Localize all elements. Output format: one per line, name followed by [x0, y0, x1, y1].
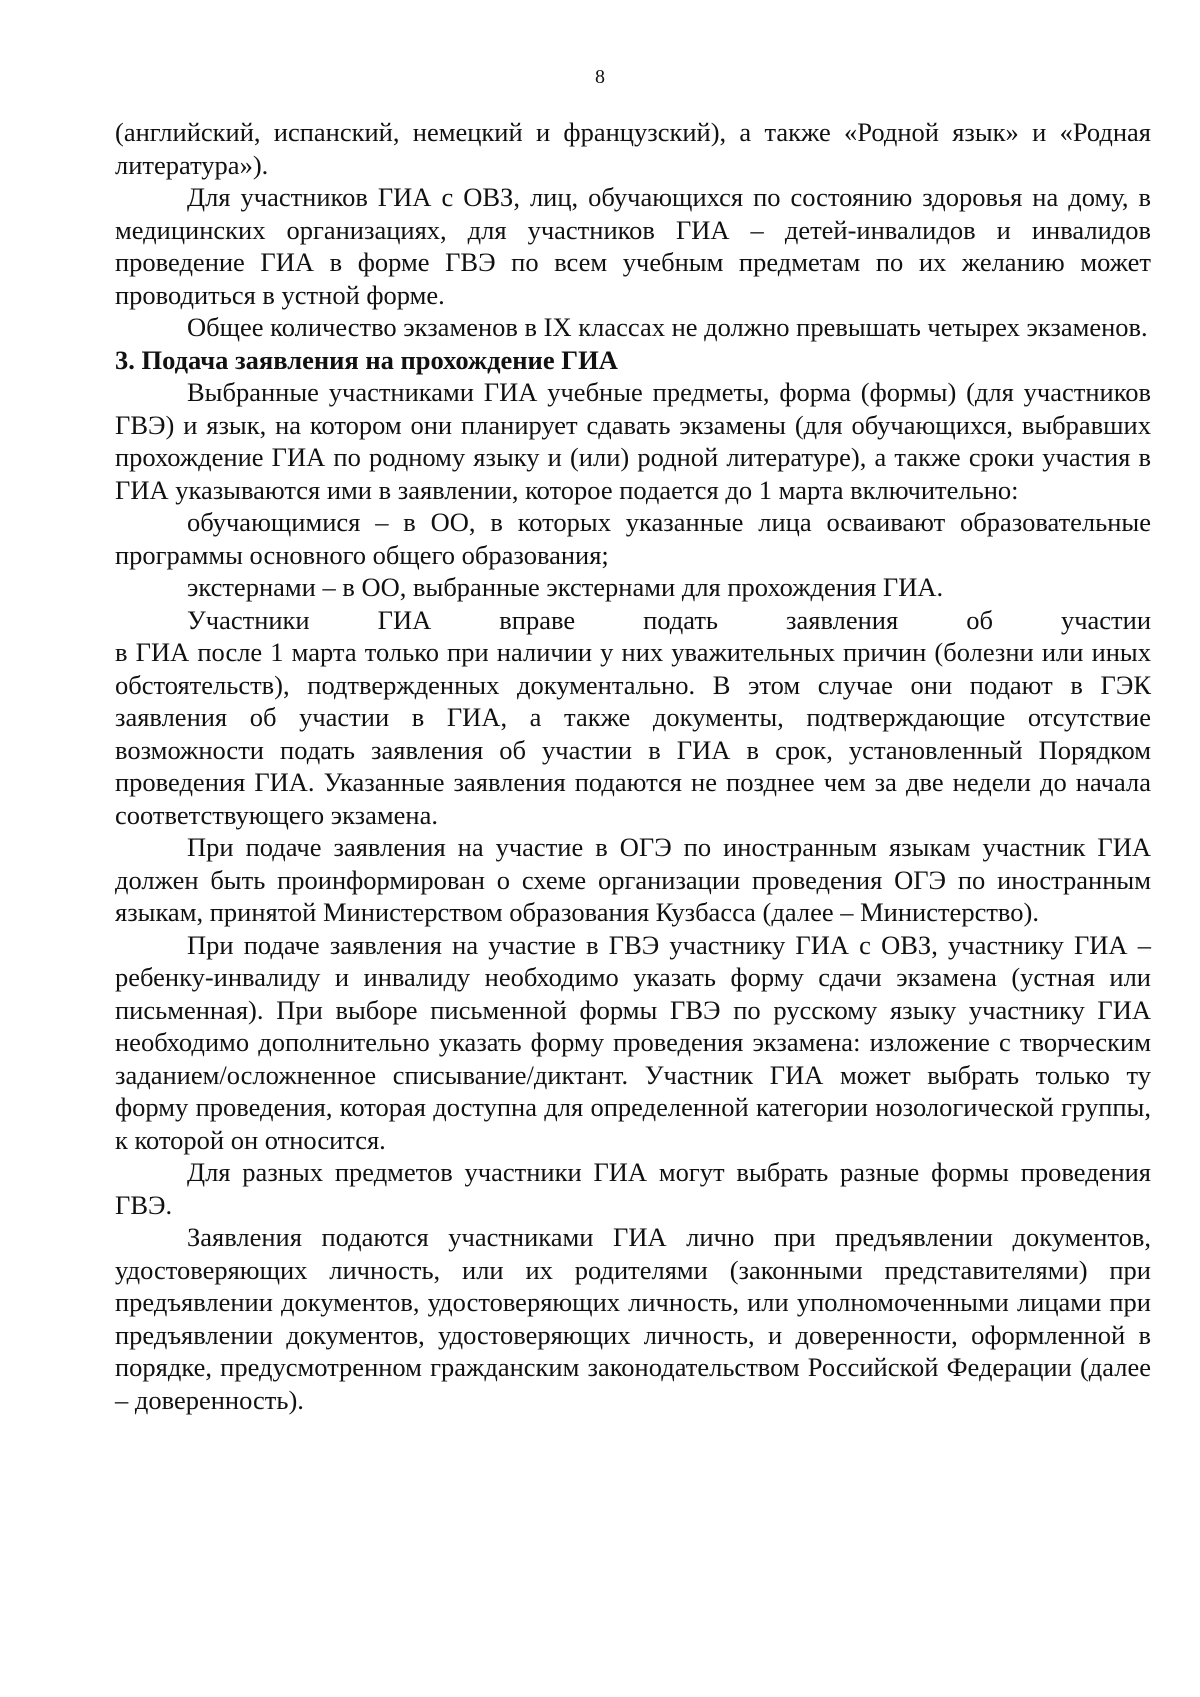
paragraph-externals-submit: экстернами – в ОО, выбранные экстернами для прохождения ГИА. — [187, 572, 944, 602]
paragraph-exam-count: Общее количество экзаменов в IX классах не должно превышать четырех экзаменов. — [187, 312, 1148, 342]
paragraph-late-application: в ГИА после 1 марта только при наличии у них уважительных причин (болезни или иных обстоятельств), подтвержденных документально. В этом случае они подают в ГЭК заявления об участии в ГИА, а также документы, подтверждающие отсутствие возможности подать заявления об участии в ГИА в срок, установленный Порядком проведения ГИА. Указанные заявления подаются не позднее чем за две недели до начала соответствующего экзамена. — [115, 637, 1151, 830]
paragraph-different-forms: Для разных предметов участники ГИА могут выбрать разные формы проведения ГВЭ. — [115, 1157, 1151, 1220]
paragraph-submission-method: Заявления подаются участниками ГИА лично при предъявлении документов, удостоверяющих личность, или их родителями (законными представителями) при предъявлении документов, удостоверяющих личность, или уполномоченными лицами при предъявлении документов, удостоверяющих личность, и доверенности, оформленной в порядке, предусмотренном гражданским законодательством Российской Федерации (далее – доверенность). — [115, 1222, 1151, 1415]
paragraph-application-deadline: Выбранные участниками ГИА учебные предметы, форма (формы) (для участников ГВЭ) и язык, на котором они планирует сдавать экзамены (для обучающихся, выбравших прохождение ГИА по родному языку и (или) родной литературе), а также сроки участия в ГИА указываются ими в заявлении, которое подается до 1 марта включительно: — [115, 377, 1151, 505]
paragraph-oral-form: Для участников ГИА с ОВЗ, лиц, обучающихся по состоянию здоровья на дому, в медицинских организациях, для участников ГИА – детей-инвалидов и инвалидов проведение ГИА в форме ГВЭ по всем учебным предметам по их желанию может проводиться в устной форме. — [115, 182, 1151, 310]
paragraph-late-application-lead: Участники ГИА вправе подать заявления об участии — [187, 604, 1151, 635]
document-body — [115, 116, 1151, 1416]
paragraph-foreign-languages: При подаче заявления на участие в ОГЭ по иностранным языкам участник ГИА должен быть проинформирован о схеме организации проведения ОГЭ по иностранным языкам, принятой Министерством образования Кузбасса (далее – Министерство). — [115, 832, 1151, 927]
paragraph-languages-continuation: (английский, испанский, немецкий и французский), а также «Родной язык» и «Родная литература»). — [115, 117, 1151, 180]
paragraph-students-submit: обучающимися – в ОО, в которых указанные лица осваивают образовательные программы основного общего образования; — [115, 507, 1151, 570]
paragraph-gve-form: При подаче заявления на участие в ГВЭ участнику ГИА с ОВЗ, участнику ГИА – ребенку-инвалиду и инвалиду необходимо указать форму сдачи экзамена (устная или письменная). При выборе письменной формы ГВЭ по русскому языку участнику ГИА необходимо дополнительно указать форму проведения экзамена: изложение с творческим заданием/осложненное списывание/диктант. Участник ГИА может выбрать только ту форму проведения, которая доступна для определенной категории нозологической группы, к которой он относится. — [115, 929, 1151, 1155]
section-heading: 3. Подача заявления на прохождение ГИА — [115, 344, 618, 375]
page-number: 8 — [595, 66, 605, 88]
